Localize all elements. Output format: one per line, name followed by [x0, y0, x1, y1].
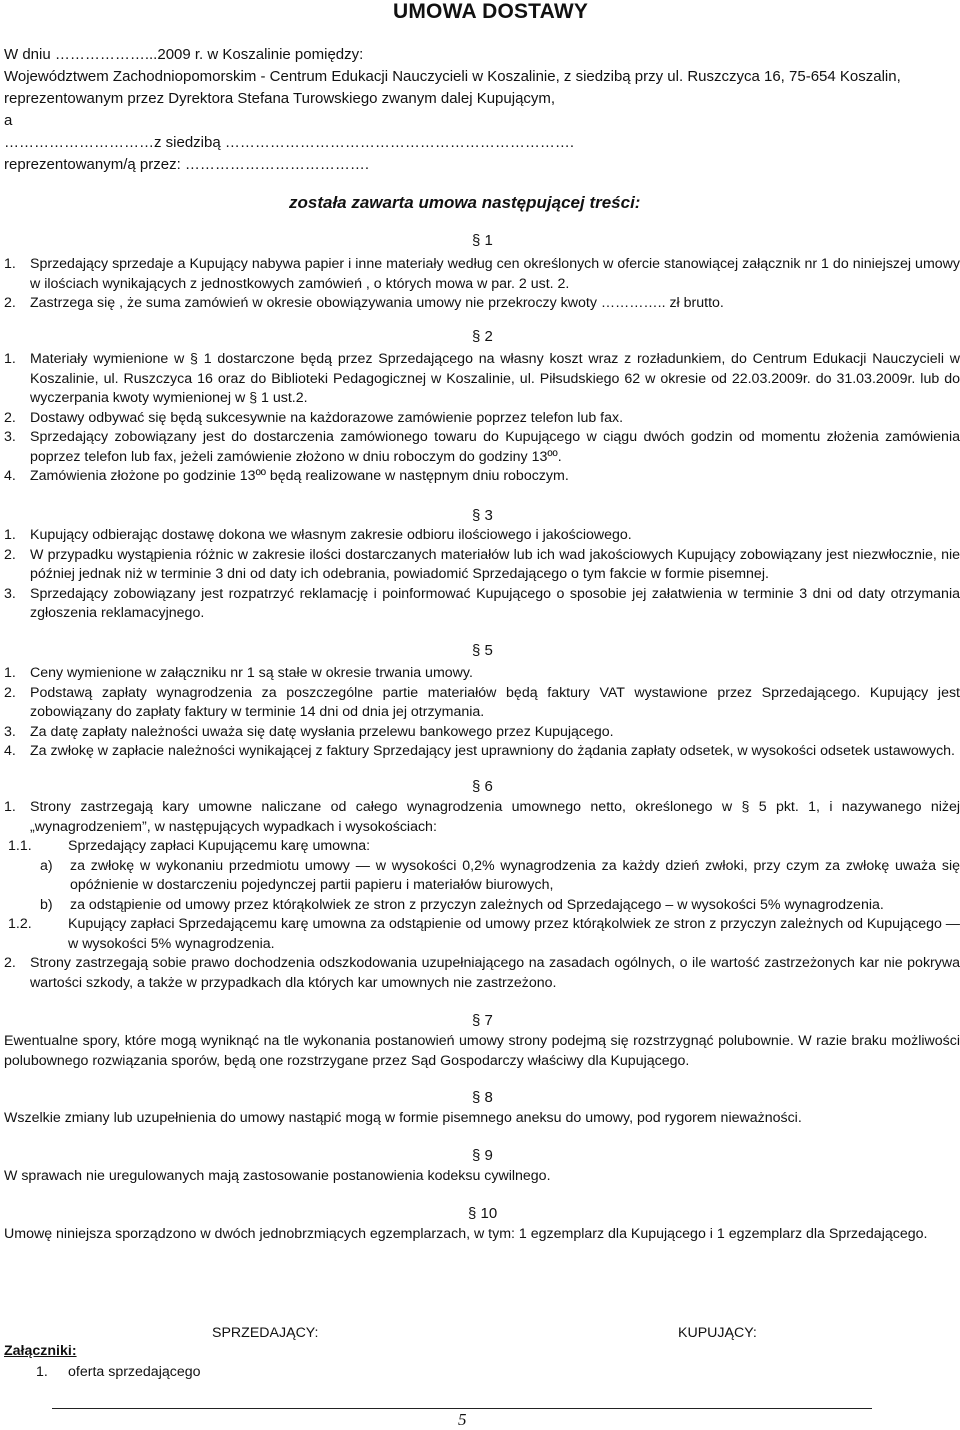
paragraph-number: 2. — [4, 409, 16, 426]
paragraph — [4, 585, 960, 624]
paragraph — [4, 798, 960, 837]
paragraph-number: 2. — [4, 546, 16, 563]
paragraph — [4, 546, 960, 585]
section-10 — [4, 1225, 960, 1245]
attachment-text: oferta sprzedającego — [68, 1364, 201, 1380]
paragraph — [4, 742, 960, 762]
contract-subtitle: została zawarta umowa następującej treści: — [289, 193, 641, 212]
paragraph-text: Za datę zapłaty należności uważa się datę wysłania przelewu bankowego przez Kupującego. — [30, 723, 614, 740]
section-mark: § 2 — [472, 328, 493, 345]
paragraph-number: 2. — [4, 684, 16, 701]
section-8 — [4, 1109, 960, 1129]
paragraph-text: Wszelkie zmiany lub uzupełnienia do umowy nastąpić mogą w formie pisemnego aneksu do umowy, pod rygorem nieważności. — [4, 1110, 802, 1126]
section-5 — [4, 664, 960, 762]
paragraph-text: Podstawą zapłaty wynagrodzenia za poszczególne partie materiałów będą faktury VAT wystawione przez Sprzedającego. Kupujący jest zobowiązany do zapłaty faktury w terminie 14 dni od dnia jej otrzymania. — [30, 684, 960, 720]
paragraph-number: 4. — [4, 743, 16, 759]
paragraph — [4, 723, 960, 743]
paragraph-text: Strony zastrzegają kary umowne naliczane od całego wynagrodzenia umownego netto, określonego w § 5 pkt. 1, i nazywanego niżej „wynagrodzeniem”, w następujących wypadkach i wysokościach: — [30, 799, 960, 835]
paragraph-text: Sprzedający sprzedaje a Kupujący nabywa papier i inne materiały według cen określonych w ofercie stanowiącej załącznik nr 1 do niniejszej umowy w ilościach wynikających z jednostkowych zamówień , o których mowa w par. 2 ust. 2. — [30, 256, 960, 292]
paragraph-number: 2. — [4, 955, 16, 971]
paragraph-number: b) — [40, 896, 53, 913]
paragraph-text: Ewentualne spory, które mogą wyniknąć na tle wykonania postanowień umowy strony podejmą się rozstrzygnąć polubownie. W razie braku możliwości polubownego rozwiązania sporów, będą one rozstrzygane przez Sąd Gospodarczy właściwy dla Kupującego. — [4, 1033, 960, 1069]
paragraph — [4, 350, 960, 409]
intro-block — [4, 44, 954, 176]
paragraph-number: 2. — [4, 295, 16, 311]
intro-line: W dniu ………………...2009 r. w Koszalinie pomiędzy: — [4, 46, 364, 63]
section-mark: § 5 — [472, 642, 493, 659]
section-9 — [4, 1167, 960, 1187]
section-mark: § 6 — [472, 778, 493, 795]
paragraph-number: 1. — [4, 799, 16, 815]
attachments-heading: Załączniki: — [4, 1343, 77, 1359]
paragraph-number: 4. — [4, 468, 16, 484]
paragraph-text: Zastrzega się , że suma zamówień w okresie obowiązywania umowy nie przekroczy kwoty ………….. zł brutto. — [30, 295, 724, 311]
intro-line: Województwem Zachodniopomorskim - Centrum Edukacji Nauczycieli w Koszalinie, z siedzibą przy ul. Ruszczyca 16, 75-654 Koszalin, — [4, 68, 901, 85]
intro-line: reprezentowanym/ą przez: ………………………………. — [4, 156, 370, 173]
paragraph — [4, 294, 960, 314]
paragraph-text: Umowę niniejsza sporządzono w dwóch jednobrzmiących egzemplarzach, w tym: 1 egzemplarz dla Kupującego i 1 egzemplarz dla Sprzedającego. — [4, 1226, 928, 1242]
paragraph-text: za odstąpienie od umowy przez którąkolwiek ze stron z przyczyn zależnych od Sprzedającego – w wysokości 5% wynagrodzenia. — [70, 896, 884, 913]
intro-line: a — [4, 112, 13, 129]
section-1 — [4, 255, 960, 314]
letter-item — [4, 896, 960, 916]
paragraph-text: W przypadku wystąpienia różnic w zakresie ilości dostarczanych materiałów lub ich wad jakościowych Kupujący zobowiązany jest niezwłocznie, nie później jednak niż w terminie 3 dni od daty ich odebrania, powiadomić Sprzedającego o tym fakcie w formie pisemnej. — [30, 546, 960, 582]
section-7 — [4, 1032, 960, 1071]
section-mark: § 3 — [472, 507, 493, 524]
paragraph-number: a) — [40, 857, 53, 874]
section-6 — [4, 798, 960, 993]
section-mark: § 7 — [472, 1012, 493, 1029]
paragraph-number: 1.2. — [8, 916, 32, 932]
paragraph-number: 1.1. — [8, 838, 32, 854]
section-mark: § 8 — [472, 1089, 493, 1106]
section-2 — [4, 350, 960, 487]
paragraph — [4, 255, 960, 294]
attachment-number: 1. — [36, 1364, 48, 1380]
paragraph — [4, 954, 960, 993]
section-mark: § 10 — [468, 1205, 498, 1222]
paragraph-text: Ceny wymienione w załączniku nr 1 są stałe w okresie trwania umowy. — [30, 665, 473, 681]
paragraph — [4, 1109, 960, 1129]
footer-rule — [52, 1408, 872, 1409]
paragraph-text: Materiały wymienione w § 1 dostarczone będą przez Sprzedającego na własny koszt wraz z rozładunkiem, do Centrum Edukacji Nauczycieli w Koszalinie, ul. Ruszczyca 16 oraz do Biblioteki Pedagogicznej w Koszalinie, ul. Piłsudskiego 62 w okresie od 22.03.2009r. do 31.03.2009r. lub do wyczerpania kwoty wymienionej w § 1 ust.2. — [30, 351, 960, 406]
paragraph-text: W sprawach nie uregulowanych mają zastosowanie postanowienia kodeksu cywilnego. — [4, 1168, 551, 1184]
paragraph-text: Strony zastrzegają sobie prawo dochodzenia odszkodowania uzupełniającego na zasadach ogólnych, o ile wartość zastrzeżonych kar nie pokrywa wartości szkody, a także w przypadkach dla których kar umownych nie zastrzeżono. — [30, 955, 960, 991]
subparagraph — [4, 837, 960, 857]
section-3 — [4, 526, 960, 624]
paragraph-text: Dostawy odbywać się będą sukcesywnie na każdorazowe zamówienie poprzez telefon lub fax. — [30, 409, 624, 426]
paragraph — [4, 1225, 960, 1245]
paragraph-number: 1. — [4, 256, 16, 272]
paragraph-text: Kupujący odbierając dostawę dokona we własnym zakresie odbioru ilościowego i jakościowego. — [30, 527, 632, 543]
paragraph-text: Za zwłokę w zapłacie należności wynikającej z faktury Sprzedający jest uprawniony do żądania zapłaty odsetek, w wysokości odsetek ustawowych. — [30, 743, 956, 759]
buyer-signature-label: KUPUJĄCY: — [678, 1325, 757, 1341]
document-title: UMOWA DOSTAWY — [393, 0, 589, 23]
section-mark: § 1 — [472, 232, 493, 249]
paragraph — [4, 526, 960, 546]
paragraph-text: Sprzedający zapłaci Kupującemu karę umowna: — [68, 838, 371, 854]
paragraph — [4, 467, 960, 487]
attachment-item — [36, 1364, 201, 1380]
paragraph — [4, 1032, 960, 1071]
paragraph-number: 3. — [4, 723, 16, 740]
paragraph — [4, 409, 960, 429]
paragraph-text: Sprzedający zobowiązany jest rozpatrzyć reklamację i poinformować Kupującego o sposobie jej załatwienia w terminie 3 dni od daty otrzymania zgłoszenia reklamacyjnego. — [30, 585, 960, 621]
paragraph — [4, 664, 960, 684]
paragraph-number: 1. — [4, 527, 16, 543]
paragraph-number: 1. — [4, 351, 16, 367]
page-number: 5 — [458, 1410, 467, 1429]
intro-line: …………………………z siedzibą ……………………………………………………………. — [4, 134, 575, 151]
paragraph-number: 3. — [4, 585, 16, 602]
paragraph-text: Sprzedający zobowiązany jest do dostarczenia zamówionego towaru do Kupującego w ciągu dwóch godzin od momentu złożenia zamówienia poprzez telefon lub fax, jeżeli zamówienie złożono w dniu roboczym do godziny 13ºº. — [30, 429, 960, 465]
paragraph — [4, 428, 960, 467]
paragraph — [4, 684, 960, 723]
section-mark: § 9 — [472, 1147, 493, 1164]
subparagraph — [4, 915, 960, 954]
letter-item — [4, 857, 960, 896]
paragraph — [4, 1167, 960, 1187]
paragraph-number: 1. — [4, 665, 16, 681]
paragraph-text: Kupujący zapłaci Sprzedającemu karę umowna za odstąpienie od umowy przez którąkolwiek ze stron z przyczyn zależnych od Kupującego — w wysokości 5% wynagrodzenia. — [68, 916, 960, 952]
paragraph-text: Zamówienia złożone po godzinie 13ºº będą realizowane w następnym dniu roboczym. — [30, 468, 569, 484]
paragraph-text: za zwłokę w wykonaniu przedmiotu umowy — w wysokości 0,2% wynagrodzenia za każdy dzień zwłoki, przy czym za zwłokę uważa się opóźnienie w dostarczeniu pojedynczej partii papieru i materiałów biurowych, — [70, 857, 960, 893]
intro-line: reprezentowanym przez Dyrektora Stefana Turowskiego zwanym dalej Kupującym, — [4, 90, 556, 107]
paragraph-number: 3. — [4, 429, 16, 445]
seller-signature-label: SPRZEDAJĄCY: — [212, 1325, 319, 1341]
